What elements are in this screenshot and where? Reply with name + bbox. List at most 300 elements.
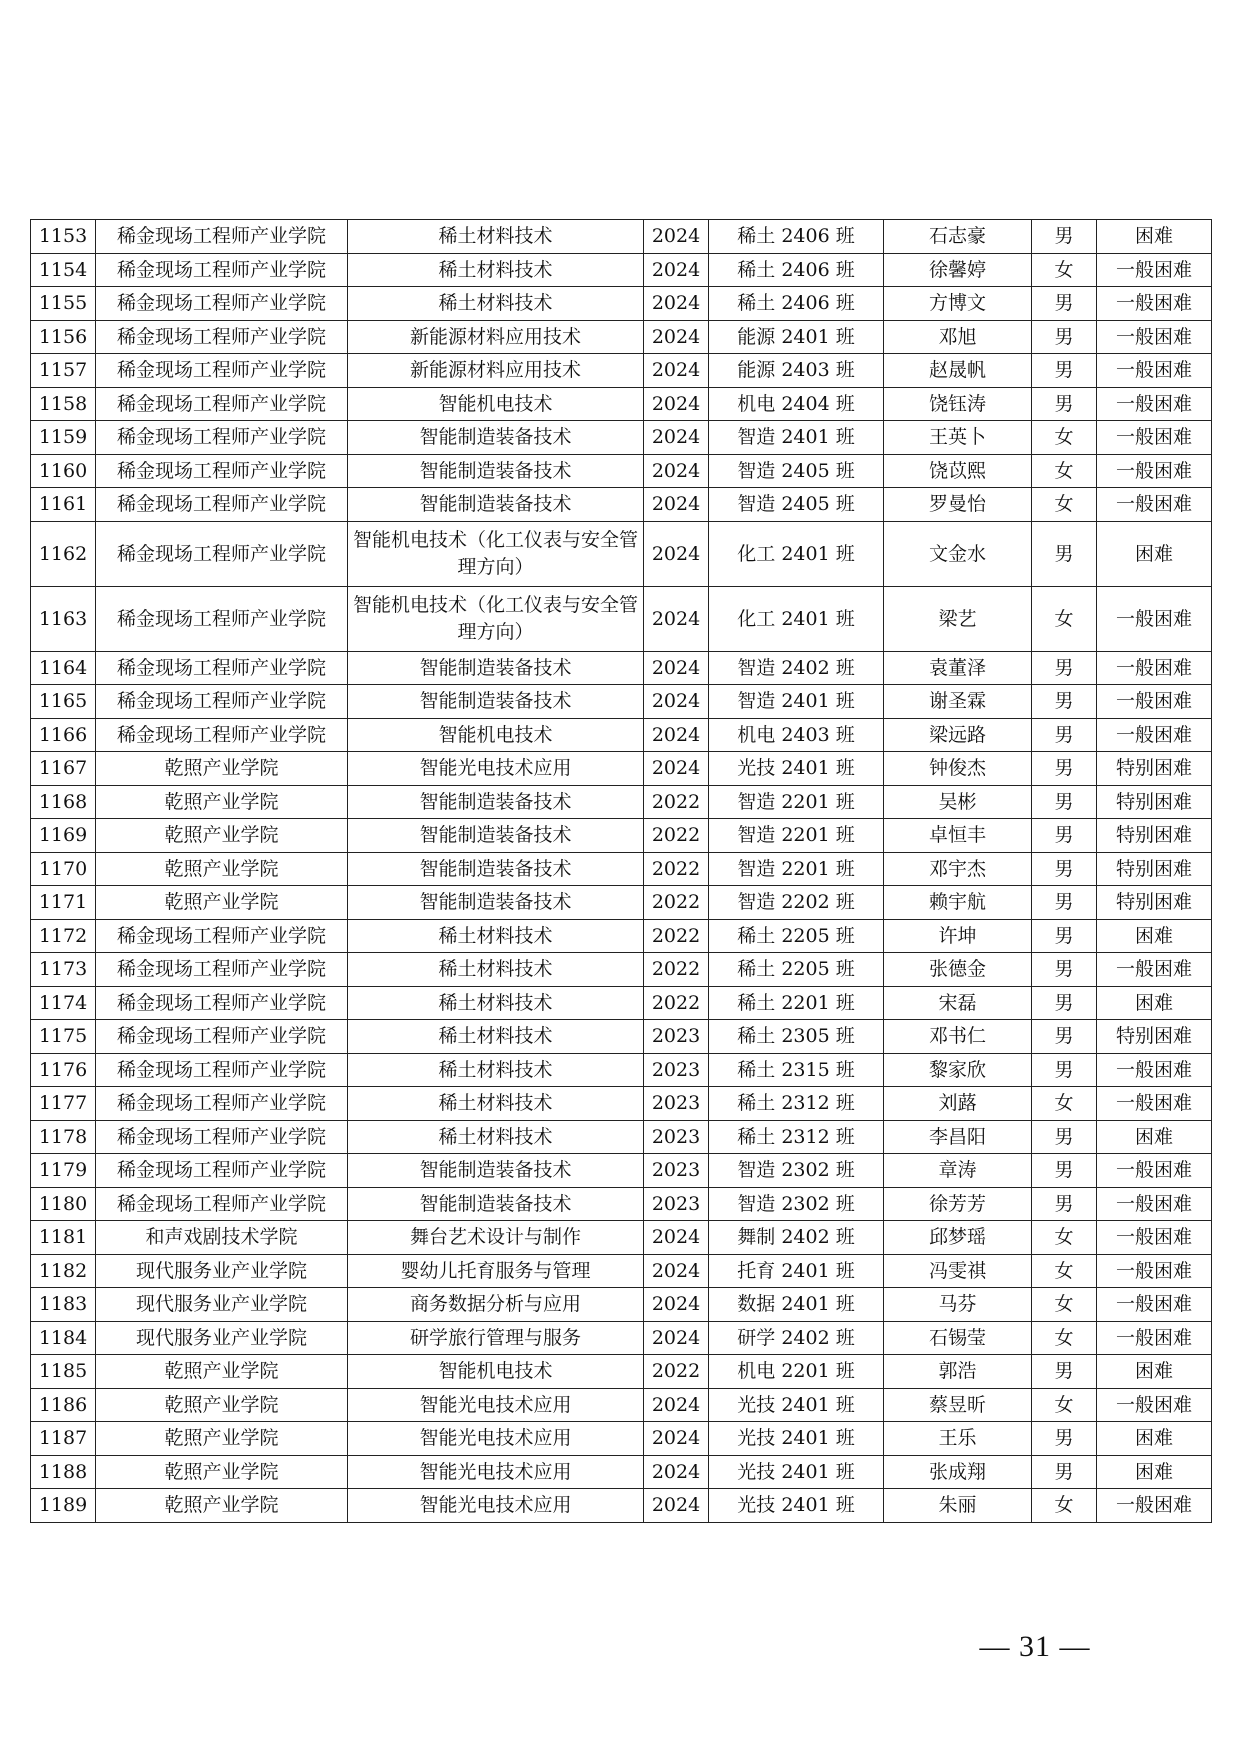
cell-name: 蔡昱昕	[884, 1388, 1032, 1422]
cell-level: 困难	[1097, 1120, 1212, 1154]
table-row	[31, 752, 1212, 786]
table-row	[31, 819, 1212, 853]
cell-gender: 男	[1032, 785, 1097, 819]
cell-major: 稀土材料技术	[348, 953, 644, 987]
cell-gender: 女	[1032, 1321, 1097, 1355]
table-row	[31, 1020, 1212, 1054]
cell-index: 1153	[31, 220, 96, 254]
cell-college: 稀金现场工程师产业学院	[96, 1020, 348, 1054]
cell-name: 张成翔	[884, 1455, 1032, 1489]
cell-college: 稀金现场工程师产业学院	[96, 1120, 348, 1154]
cell-index: 1178	[31, 1120, 96, 1154]
cell-index: 1166	[31, 718, 96, 752]
cell-grade: 2024	[644, 253, 709, 287]
cell-grade: 2022	[644, 986, 709, 1020]
cell-gender: 男	[1032, 651, 1097, 685]
cell-gender: 男	[1032, 354, 1097, 388]
cell-index: 1164	[31, 651, 96, 685]
cell-level: 一般困难	[1097, 718, 1212, 752]
cell-level: 困难	[1097, 986, 1212, 1020]
cell-class: 研学 2402 班	[709, 1321, 884, 1355]
cell-index: 1157	[31, 354, 96, 388]
cell-index: 1172	[31, 919, 96, 953]
cell-gender: 男	[1032, 387, 1097, 421]
cell-index: 1161	[31, 488, 96, 522]
cell-major: 智能光电技术应用	[348, 1455, 644, 1489]
cell-level: 一般困难	[1097, 1221, 1212, 1255]
cell-grade: 2022	[644, 886, 709, 920]
cell-major: 智能机电技术（化工仪表与安全管理方向）	[348, 521, 644, 586]
cell-major: 智能机电技术	[348, 387, 644, 421]
cell-index: 1159	[31, 421, 96, 455]
cell-index: 1155	[31, 287, 96, 321]
cell-name: 谢圣霖	[884, 685, 1032, 719]
cell-index: 1160	[31, 454, 96, 488]
cell-gender: 男	[1032, 819, 1097, 853]
cell-major: 智能光电技术应用	[348, 752, 644, 786]
cell-name: 罗曼怡	[884, 488, 1032, 522]
cell-class: 智造 2405 班	[709, 488, 884, 522]
cell-level: 一般困难	[1097, 454, 1212, 488]
cell-gender: 男	[1032, 1020, 1097, 1054]
cell-class: 智造 2405 班	[709, 454, 884, 488]
cell-level: 一般困难	[1097, 586, 1212, 651]
table-row	[31, 586, 1212, 651]
cell-gender: 男	[1032, 1120, 1097, 1154]
cell-grade: 2022	[644, 819, 709, 853]
cell-class: 智造 2201 班	[709, 819, 884, 853]
cell-level: 困难	[1097, 220, 1212, 254]
cell-college: 稀金现场工程师产业学院	[96, 1087, 348, 1121]
cell-gender: 男	[1032, 1053, 1097, 1087]
cell-major: 智能制造装备技术	[348, 685, 644, 719]
cell-name: 徐芳芳	[884, 1187, 1032, 1221]
cell-index: 1169	[31, 819, 96, 853]
cell-college: 乾照产业学院	[96, 785, 348, 819]
cell-class: 稀土 2406 班	[709, 253, 884, 287]
table-row	[31, 1221, 1212, 1255]
cell-class: 化工 2401 班	[709, 521, 884, 586]
cell-index: 1176	[31, 1053, 96, 1087]
table-row	[31, 1154, 1212, 1188]
cell-level: 一般困难	[1097, 1489, 1212, 1523]
cell-gender: 男	[1032, 685, 1097, 719]
cell-major: 智能制造装备技术	[348, 819, 644, 853]
cell-index: 1184	[31, 1321, 96, 1355]
table-row	[31, 220, 1212, 254]
cell-level: 一般困难	[1097, 287, 1212, 321]
table-row	[31, 488, 1212, 522]
cell-major: 稀土材料技术	[348, 1120, 644, 1154]
cell-major: 智能制造装备技术	[348, 852, 644, 886]
cell-level: 一般困难	[1097, 1053, 1212, 1087]
cell-major: 智能光电技术应用	[348, 1422, 644, 1456]
cell-class: 智造 2201 班	[709, 852, 884, 886]
cell-name: 郭浩	[884, 1355, 1032, 1389]
cell-college: 稀金现场工程师产业学院	[96, 986, 348, 1020]
cell-index: 1171	[31, 886, 96, 920]
cell-grade: 2024	[644, 488, 709, 522]
cell-name: 赵晟帆	[884, 354, 1032, 388]
cell-college: 稀金现场工程师产业学院	[96, 685, 348, 719]
cell-level: 一般困难	[1097, 953, 1212, 987]
cell-major: 稀土材料技术	[348, 1053, 644, 1087]
cell-grade: 2024	[644, 1288, 709, 1322]
cell-index: 1177	[31, 1087, 96, 1121]
cell-level: 特别困难	[1097, 819, 1212, 853]
cell-major: 智能机电技术	[348, 718, 644, 752]
table-row	[31, 1388, 1212, 1422]
cell-class: 光技 2401 班	[709, 1455, 884, 1489]
cell-grade: 2024	[644, 354, 709, 388]
cell-gender: 男	[1032, 919, 1097, 953]
cell-gender: 男	[1032, 1187, 1097, 1221]
cell-index: 1165	[31, 685, 96, 719]
cell-college: 乾照产业学院	[96, 1489, 348, 1523]
cell-level: 困难	[1097, 1455, 1212, 1489]
cell-class: 智造 2302 班	[709, 1154, 884, 1188]
cell-major: 智能制造装备技术	[348, 886, 644, 920]
cell-name: 饶钰涛	[884, 387, 1032, 421]
cell-index: 1188	[31, 1455, 96, 1489]
cell-grade: 2024	[644, 752, 709, 786]
cell-college: 稀金现场工程师产业学院	[96, 253, 348, 287]
cell-grade: 2024	[644, 1321, 709, 1355]
cell-major: 舞台艺术设计与制作	[348, 1221, 644, 1255]
cell-grade: 2022	[644, 852, 709, 886]
cell-major: 稀土材料技术	[348, 919, 644, 953]
table-row	[31, 387, 1212, 421]
cell-name: 章涛	[884, 1154, 1032, 1188]
cell-grade: 2022	[644, 953, 709, 987]
cell-college: 稀金现场工程师产业学院	[96, 387, 348, 421]
cell-major: 智能制造装备技术	[348, 1187, 644, 1221]
table-row	[31, 1120, 1212, 1154]
cell-class: 舞制 2402 班	[709, 1221, 884, 1255]
cell-level: 一般困难	[1097, 1321, 1212, 1355]
cell-college: 稀金现场工程师产业学院	[96, 320, 348, 354]
cell-gender: 女	[1032, 1254, 1097, 1288]
cell-major: 稀土材料技术	[348, 1020, 644, 1054]
cell-name: 邓旭	[884, 320, 1032, 354]
cell-index: 1179	[31, 1154, 96, 1188]
cell-college: 稀金现场工程师产业学院	[96, 454, 348, 488]
cell-level: 特别困难	[1097, 785, 1212, 819]
cell-index: 1158	[31, 387, 96, 421]
cell-gender: 男	[1032, 953, 1097, 987]
cell-college: 乾照产业学院	[96, 1388, 348, 1422]
cell-index: 1174	[31, 986, 96, 1020]
cell-name: 钟俊杰	[884, 752, 1032, 786]
cell-gender: 男	[1032, 320, 1097, 354]
cell-college: 乾照产业学院	[96, 1422, 348, 1456]
cell-grade: 2023	[644, 1120, 709, 1154]
cell-class: 稀土 2406 班	[709, 287, 884, 321]
table-row	[31, 354, 1212, 388]
cell-grade: 2024	[644, 685, 709, 719]
cell-class: 光技 2401 班	[709, 1489, 884, 1523]
cell-gender: 男	[1032, 986, 1097, 1020]
cell-class: 化工 2401 班	[709, 586, 884, 651]
cell-grade: 2024	[644, 1489, 709, 1523]
table-row	[31, 1087, 1212, 1121]
cell-name: 赖宇航	[884, 886, 1032, 920]
cell-index: 1182	[31, 1254, 96, 1288]
student-aid-table	[30, 219, 1212, 1523]
cell-index: 1154	[31, 253, 96, 287]
cell-college: 稀金现场工程师产业学院	[96, 521, 348, 586]
cell-level: 一般困难	[1097, 1388, 1212, 1422]
cell-college: 乾照产业学院	[96, 1455, 348, 1489]
cell-gender: 女	[1032, 586, 1097, 651]
cell-name: 李昌阳	[884, 1120, 1032, 1154]
cell-gender: 男	[1032, 886, 1097, 920]
cell-index: 1186	[31, 1388, 96, 1422]
cell-gender: 女	[1032, 488, 1097, 522]
cell-college: 乾照产业学院	[96, 752, 348, 786]
cell-college: 乾照产业学院	[96, 886, 348, 920]
cell-grade: 2024	[644, 220, 709, 254]
table-row	[31, 651, 1212, 685]
table-row	[31, 1489, 1212, 1523]
cell-gender: 男	[1032, 1355, 1097, 1389]
table-row	[31, 320, 1212, 354]
cell-gender: 男	[1032, 287, 1097, 321]
cell-class: 光技 2401 班	[709, 1388, 884, 1422]
cell-college: 稀金现场工程师产业学院	[96, 220, 348, 254]
cell-major: 研学旅行管理与服务	[348, 1321, 644, 1355]
cell-class: 智造 2402 班	[709, 651, 884, 685]
cell-class: 托育 2401 班	[709, 1254, 884, 1288]
cell-grade: 2024	[644, 1455, 709, 1489]
cell-gender: 男	[1032, 1455, 1097, 1489]
cell-grade: 2024	[644, 1254, 709, 1288]
cell-major: 智能机电技术（化工仪表与安全管理方向）	[348, 586, 644, 651]
cell-college: 和声戏剧技术学院	[96, 1221, 348, 1255]
cell-level: 困难	[1097, 1355, 1212, 1389]
table-row	[31, 454, 1212, 488]
table-row	[31, 521, 1212, 586]
cell-class: 稀土 2315 班	[709, 1053, 884, 1087]
cell-major: 智能制造装备技术	[348, 421, 644, 455]
cell-class: 智造 2302 班	[709, 1187, 884, 1221]
cell-major: 智能制造装备技术	[348, 454, 644, 488]
cell-grade: 2022	[644, 1355, 709, 1389]
table-row	[31, 1422, 1212, 1456]
cell-name: 张德金	[884, 953, 1032, 987]
cell-class: 智造 2401 班	[709, 421, 884, 455]
cell-college: 现代服务业产业学院	[96, 1254, 348, 1288]
cell-grade: 2024	[644, 1388, 709, 1422]
cell-name: 宋磊	[884, 986, 1032, 1020]
cell-class: 光技 2401 班	[709, 752, 884, 786]
cell-level: 一般困难	[1097, 320, 1212, 354]
cell-college: 稀金现场工程师产业学院	[96, 586, 348, 651]
cell-major: 稀土材料技术	[348, 1087, 644, 1121]
table-row	[31, 1187, 1212, 1221]
cell-gender: 女	[1032, 1288, 1097, 1322]
cell-name: 黎家欣	[884, 1053, 1032, 1087]
cell-class: 稀土 2312 班	[709, 1087, 884, 1121]
cell-name: 石志豪	[884, 220, 1032, 254]
cell-name: 王乐	[884, 1422, 1032, 1456]
cell-college: 稀金现场工程师产业学院	[96, 953, 348, 987]
cell-gender: 女	[1032, 421, 1097, 455]
table-row	[31, 1053, 1212, 1087]
cell-grade: 2024	[644, 1221, 709, 1255]
cell-grade: 2024	[644, 320, 709, 354]
cell-college: 稀金现场工程师产业学院	[96, 919, 348, 953]
cell-grade: 2023	[644, 1154, 709, 1188]
cell-class: 能源 2403 班	[709, 354, 884, 388]
cell-grade: 2024	[644, 1422, 709, 1456]
cell-gender: 女	[1032, 1221, 1097, 1255]
cell-major: 商务数据分析与应用	[348, 1288, 644, 1322]
cell-major: 稀土材料技术	[348, 253, 644, 287]
table-row	[31, 253, 1212, 287]
cell-level: 一般困难	[1097, 253, 1212, 287]
cell-name: 石锡莹	[884, 1321, 1032, 1355]
cell-major: 智能制造装备技术	[348, 1154, 644, 1188]
cell-name: 邓书仁	[884, 1020, 1032, 1054]
table-row	[31, 886, 1212, 920]
cell-level: 一般困难	[1097, 387, 1212, 421]
table-row	[31, 852, 1212, 886]
cell-gender: 男	[1032, 1422, 1097, 1456]
page-number: — 31 —	[979, 1630, 1091, 1663]
cell-college: 稀金现场工程师产业学院	[96, 1187, 348, 1221]
cell-class: 稀土 2406 班	[709, 220, 884, 254]
cell-grade: 2022	[644, 785, 709, 819]
cell-gender: 女	[1032, 1388, 1097, 1422]
table-row	[31, 785, 1212, 819]
cell-college: 现代服务业产业学院	[96, 1288, 348, 1322]
cell-grade: 2024	[644, 586, 709, 651]
cell-college: 稀金现场工程师产业学院	[96, 287, 348, 321]
cell-major: 婴幼儿托育服务与管理	[348, 1254, 644, 1288]
table-row	[31, 1355, 1212, 1389]
cell-class: 机电 2201 班	[709, 1355, 884, 1389]
cell-level: 特别困难	[1097, 886, 1212, 920]
cell-college: 乾照产业学院	[96, 819, 348, 853]
cell-grade: 2024	[644, 454, 709, 488]
cell-level: 一般困难	[1097, 685, 1212, 719]
cell-grade: 2023	[644, 1087, 709, 1121]
cell-college: 现代服务业产业学院	[96, 1321, 348, 1355]
cell-major: 智能光电技术应用	[348, 1489, 644, 1523]
cell-level: 困难	[1097, 919, 1212, 953]
cell-grade: 2024	[644, 287, 709, 321]
cell-class: 光技 2401 班	[709, 1422, 884, 1456]
cell-level: 困难	[1097, 521, 1212, 586]
cell-index: 1181	[31, 1221, 96, 1255]
cell-level: 一般困难	[1097, 651, 1212, 685]
cell-name: 冯雯祺	[884, 1254, 1032, 1288]
cell-name: 刘蕗	[884, 1087, 1032, 1121]
cell-level: 特别困难	[1097, 752, 1212, 786]
table-row	[31, 1254, 1212, 1288]
table-body	[31, 220, 1212, 1523]
cell-name: 梁远路	[884, 718, 1032, 752]
table-row	[31, 919, 1212, 953]
cell-major: 稀土材料技术	[348, 986, 644, 1020]
cell-name: 王英卜	[884, 421, 1032, 455]
cell-index: 1162	[31, 521, 96, 586]
cell-grade: 2022	[644, 919, 709, 953]
cell-college: 稀金现场工程师产业学院	[96, 354, 348, 388]
cell-grade: 2023	[644, 1020, 709, 1054]
cell-gender: 男	[1032, 752, 1097, 786]
cell-class: 稀土 2205 班	[709, 919, 884, 953]
cell-gender: 女	[1032, 253, 1097, 287]
table-row	[31, 685, 1212, 719]
cell-grade: 2024	[644, 521, 709, 586]
cell-college: 稀金现场工程师产业学院	[96, 651, 348, 685]
cell-grade: 2024	[644, 718, 709, 752]
cell-name: 朱丽	[884, 1489, 1032, 1523]
cell-class: 智造 2201 班	[709, 785, 884, 819]
cell-class: 机电 2404 班	[709, 387, 884, 421]
cell-major: 智能制造装备技术	[348, 651, 644, 685]
cell-name: 马芬	[884, 1288, 1032, 1322]
cell-class: 稀土 2312 班	[709, 1120, 884, 1154]
cell-college: 稀金现场工程师产业学院	[96, 421, 348, 455]
cell-grade: 2023	[644, 1187, 709, 1221]
cell-major: 智能光电技术应用	[348, 1388, 644, 1422]
cell-index: 1183	[31, 1288, 96, 1322]
cell-level: 特别困难	[1097, 1020, 1212, 1054]
cell-gender: 男	[1032, 852, 1097, 886]
cell-gender: 男	[1032, 718, 1097, 752]
cell-college: 稀金现场工程师产业学院	[96, 1053, 348, 1087]
cell-level: 一般困难	[1097, 354, 1212, 388]
cell-class: 数据 2401 班	[709, 1288, 884, 1322]
cell-name: 邓宇杰	[884, 852, 1032, 886]
cell-major: 智能制造装备技术	[348, 488, 644, 522]
cell-college: 稀金现场工程师产业学院	[96, 488, 348, 522]
table-row	[31, 718, 1212, 752]
cell-grade: 2024	[644, 651, 709, 685]
cell-gender: 男	[1032, 220, 1097, 254]
cell-index: 1168	[31, 785, 96, 819]
cell-level: 一般困难	[1097, 1154, 1212, 1188]
cell-index: 1185	[31, 1355, 96, 1389]
cell-index: 1156	[31, 320, 96, 354]
cell-index: 1175	[31, 1020, 96, 1054]
cell-index: 1173	[31, 953, 96, 987]
cell-level: 一般困难	[1097, 1254, 1212, 1288]
cell-name: 卓恒丰	[884, 819, 1032, 853]
cell-name: 许坤	[884, 919, 1032, 953]
table-row	[31, 1288, 1212, 1322]
table-row	[31, 1455, 1212, 1489]
cell-major: 稀土材料技术	[348, 287, 644, 321]
cell-name: 邱梦瑶	[884, 1221, 1032, 1255]
cell-major: 稀土材料技术	[348, 220, 644, 254]
table-row	[31, 986, 1212, 1020]
cell-class: 稀土 2205 班	[709, 953, 884, 987]
cell-college: 稀金现场工程师产业学院	[96, 1154, 348, 1188]
cell-name: 饶苡熙	[884, 454, 1032, 488]
table-row	[31, 421, 1212, 455]
cell-name: 吴彬	[884, 785, 1032, 819]
cell-class: 智造 2202 班	[709, 886, 884, 920]
table-row	[31, 1321, 1212, 1355]
cell-major: 新能源材料应用技术	[348, 354, 644, 388]
cell-index: 1163	[31, 586, 96, 651]
cell-name: 文金水	[884, 521, 1032, 586]
cell-class: 稀土 2305 班	[709, 1020, 884, 1054]
